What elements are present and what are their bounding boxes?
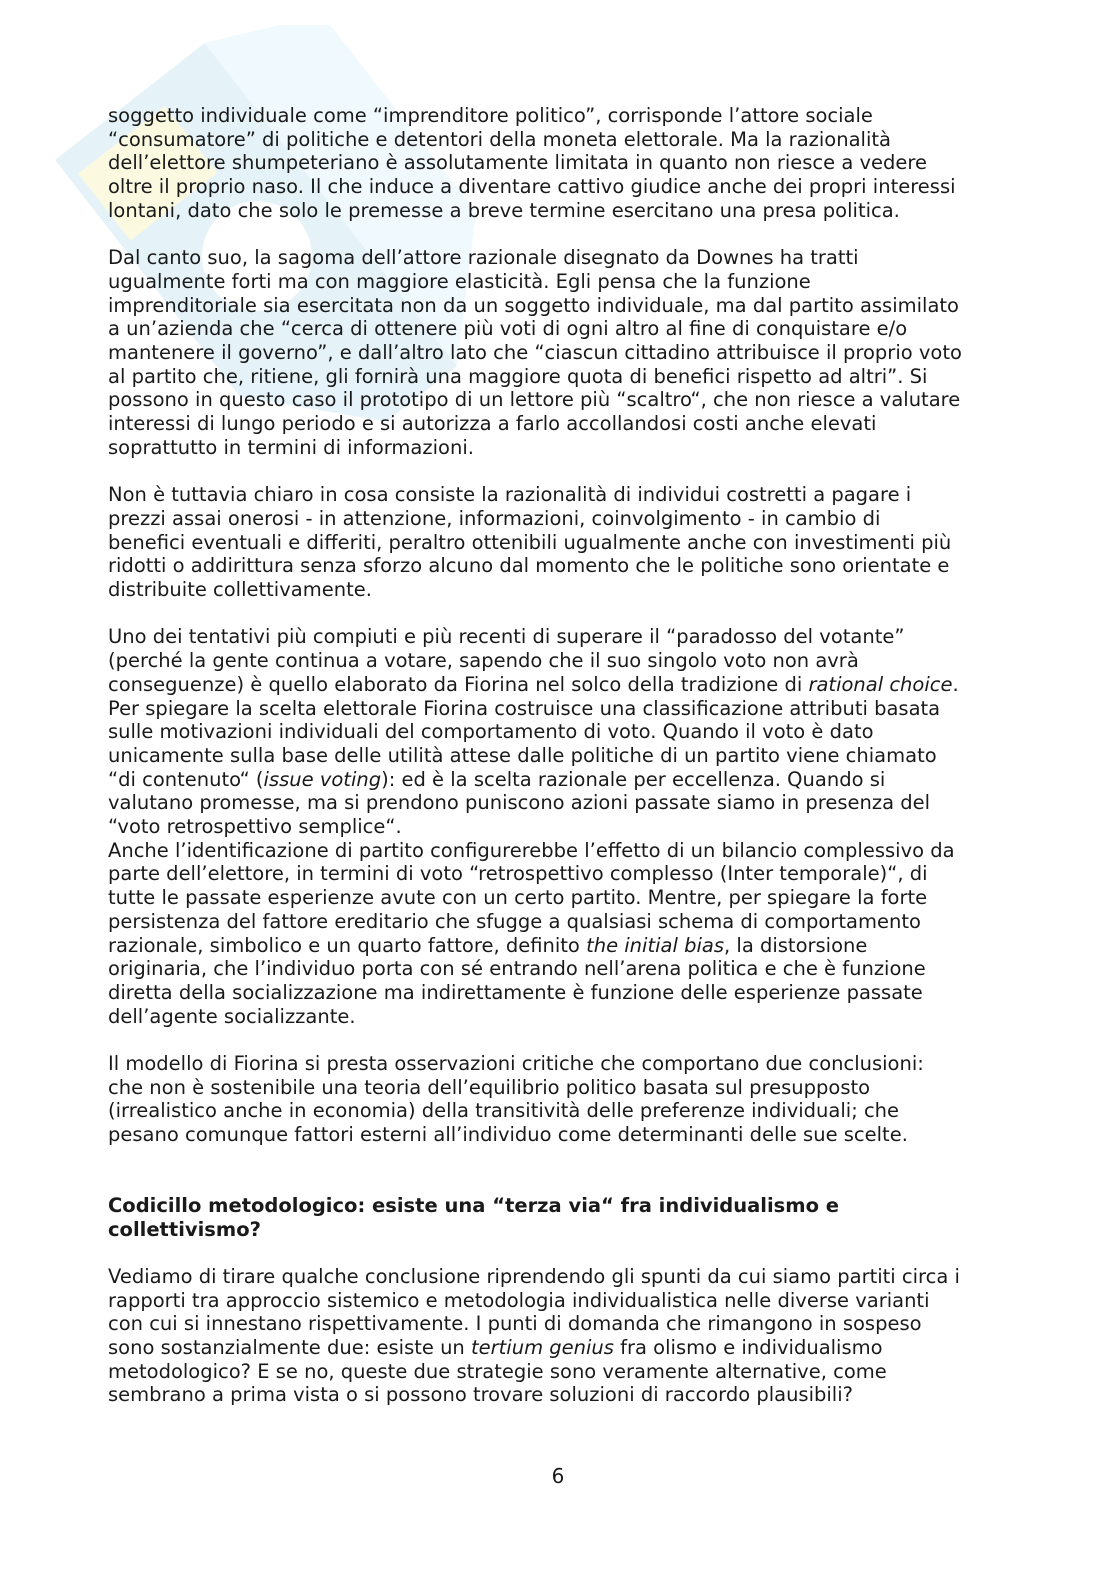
text-line: persistenza del fattore ereditario che sfugge a qualsiasi schema di comportamento xyxy=(108,909,921,933)
section-heading xyxy=(108,1194,1013,1241)
text-line: “consumatore” di politiche e detentori della moneta elettorale. Ma la razionalità xyxy=(108,127,891,151)
text-line: oltre il proprio naso. Il che induce a diventare cattivo giudice anche dei propri interessi xyxy=(108,175,956,199)
paragraph xyxy=(108,839,1013,1029)
text-line: con cui si innestano rispettivamente. I punti di domanda che rimangono in sospeso xyxy=(108,1312,922,1336)
paragraph xyxy=(108,625,1013,838)
text-line: soprattutto in termini di informazioni. xyxy=(108,435,474,459)
text-line: metodologico? E se no, queste due strategie sono veramente alternative, come xyxy=(108,1359,887,1383)
text-line xyxy=(108,1336,1013,1360)
text-span: sono sostanzialmente due: esiste un xyxy=(108,1336,471,1360)
text-line: (irrealistico anche in economia) della transitività delle preferenze individuali; che xyxy=(108,1099,900,1123)
text-line: imprenditoriale sia esercitata non da un soggetto individuale, ma dal partito assimilato xyxy=(108,293,959,317)
text-line: dell’elettore shumpeteriano è assolutamente limitata in quanto non riesce a vedere xyxy=(108,151,927,175)
text-line: Per spiegare la scelta elettorale Fiorina costruisce una classificazione attributi basata xyxy=(108,696,941,720)
text-line: Vediamo di tirare qualche conclusione riprendendo gli spunti da cui siamo partiti circa i xyxy=(108,1264,960,1288)
paragraph xyxy=(108,483,1013,602)
paragraph xyxy=(108,1265,1013,1407)
text-line xyxy=(108,768,1013,792)
text-line: distribuite collettivamente. xyxy=(108,578,372,602)
paragraph xyxy=(108,1052,1013,1147)
text-line: Uno dei tentativi più compiuti e più recenti di superare il “paradosso del votante” xyxy=(108,625,905,649)
text-line: al partito che, ritiene, gli fornirà una maggiore quota di benefici rispetto ad altri”. Si xyxy=(108,364,928,388)
text-line: rapporti tra approccio sistemico e metodologia individualistica nelle diverse varianti xyxy=(108,1288,930,1312)
text-span: . xyxy=(952,672,959,696)
text-line: originaria, che l’individuo porta con sé entrando nell’arena politica e che è funzione xyxy=(108,957,926,981)
text-line: lontani, dato che solo le premesse a breve termine esercitano una presa politica. xyxy=(108,198,900,222)
text-line: diretta della socializzazione ma indirettamente è funzione delle esperienze passate xyxy=(108,980,923,1004)
paragraph xyxy=(108,246,1013,459)
text-span: conseguenze) è quello elaborato da Fiorina nel solco della tradizione di xyxy=(108,672,809,696)
text-line: (perché la gente continua a votare, sapendo che il suo singolo voto non avrà xyxy=(108,649,859,673)
text-line: Dal canto suo, la sagoma dell’attore razionale disegnato da Downes ha tratti xyxy=(108,246,859,270)
document-body xyxy=(108,104,1013,1431)
text-line: parte dell’elettore, in termini di voto “retrospettivo complesso (Inter temporale)“, di xyxy=(108,862,928,886)
italic-term: tertium genius xyxy=(471,1336,614,1360)
text-line: ridotti o addirittura senza sforzo alcuno dal momento che le politiche sono orientate e xyxy=(108,554,950,578)
heading-line: collettivismo? xyxy=(108,1217,261,1241)
text-line: dell’agente socializzante. xyxy=(108,1004,356,1028)
text-line: soggetto individuale come “imprenditore politico”, corrisponde l’attore sociale xyxy=(108,104,873,127)
italic-term: rational choice xyxy=(808,672,953,696)
text-line: Il modello di Fiorina si presta osservazioni critiche che comportano due conclusioni: xyxy=(108,1052,924,1076)
text-line: prezzi assai onerosi - in attenzione, informazioni, coinvolgimento - in cambio di xyxy=(108,506,881,530)
text-span: ): ed è la scelta razionale per eccellenza. Quando si xyxy=(381,767,886,791)
text-span: , la distorsione xyxy=(724,933,868,957)
text-line: che non è sostenibile una teoria dell’equilibrio politico basata sul presupposto xyxy=(108,1075,871,1099)
text-line: sembrano a prima vista o si possono trovare soluzioni di raccordo plausibili? xyxy=(108,1383,853,1407)
page-number: 6 xyxy=(551,1464,565,1488)
text-line: unicamente sulla base delle utilità attese dalle politiche di un partito viene chiamato xyxy=(108,743,937,767)
text-line: ugualmente forti ma con maggiore elasticità. Egli pensa che la funzione xyxy=(108,269,811,293)
italic-term: issue voting xyxy=(263,767,382,791)
text-line: a un’azienda che “cerca di ottenere più voti di ogni altro al fine di conquistare e/o xyxy=(108,317,908,341)
text-line: interessi di lungo periodo e si autorizza a farlo accollandosi costi anche elevati xyxy=(108,412,877,436)
text-span: fra olismo e individualismo xyxy=(613,1336,883,1360)
paragraph xyxy=(108,104,1013,223)
text-line: Anche l’identificazione di partito configurerebbe l’effetto di un bilancio complessivo da xyxy=(108,838,955,862)
text-span: razionale, simbolico e un quarto fattore, definito xyxy=(108,933,587,957)
text-line: mantenere il governo”, e dall’altro lato che “ciascun cittadino attribuisce il proprio voto xyxy=(108,341,962,365)
text-line: tutte le passate esperienze avute con un certo partito. Mentre, per spiegare la forte xyxy=(108,886,928,910)
text-line xyxy=(108,934,1013,958)
text-line: benefici eventuali e differiti, peraltro ottenibili ugualmente anche con investimenti più xyxy=(108,530,952,554)
text-line: “voto retrospettivo semplice“. xyxy=(108,815,402,839)
text-line xyxy=(108,673,1013,697)
text-line: valutano promesse, ma si prendono puniscono azioni passate siamo in presenza del xyxy=(108,791,931,815)
italic-term: the initial bias xyxy=(586,933,724,957)
text-line: pesano comunque fattori esterni all’individuo come determinanti delle sue scelte. xyxy=(108,1123,908,1147)
text-line: sulle motivazioni individuali del comportamento di voto. Quando il voto è dato xyxy=(108,720,874,744)
text-span: “di contenuto“ ( xyxy=(108,767,264,791)
text-line: possono in questo caso il prototipo di un lettore più “scaltro“, che non riesce a valutare xyxy=(108,388,961,412)
text-line: Non è tuttavia chiaro in cosa consiste la razionalità di individui costretti a pagare i xyxy=(108,483,912,507)
heading-line: Codicillo metodologico: esiste una “terza via“ fra individualismo e xyxy=(108,1193,839,1217)
